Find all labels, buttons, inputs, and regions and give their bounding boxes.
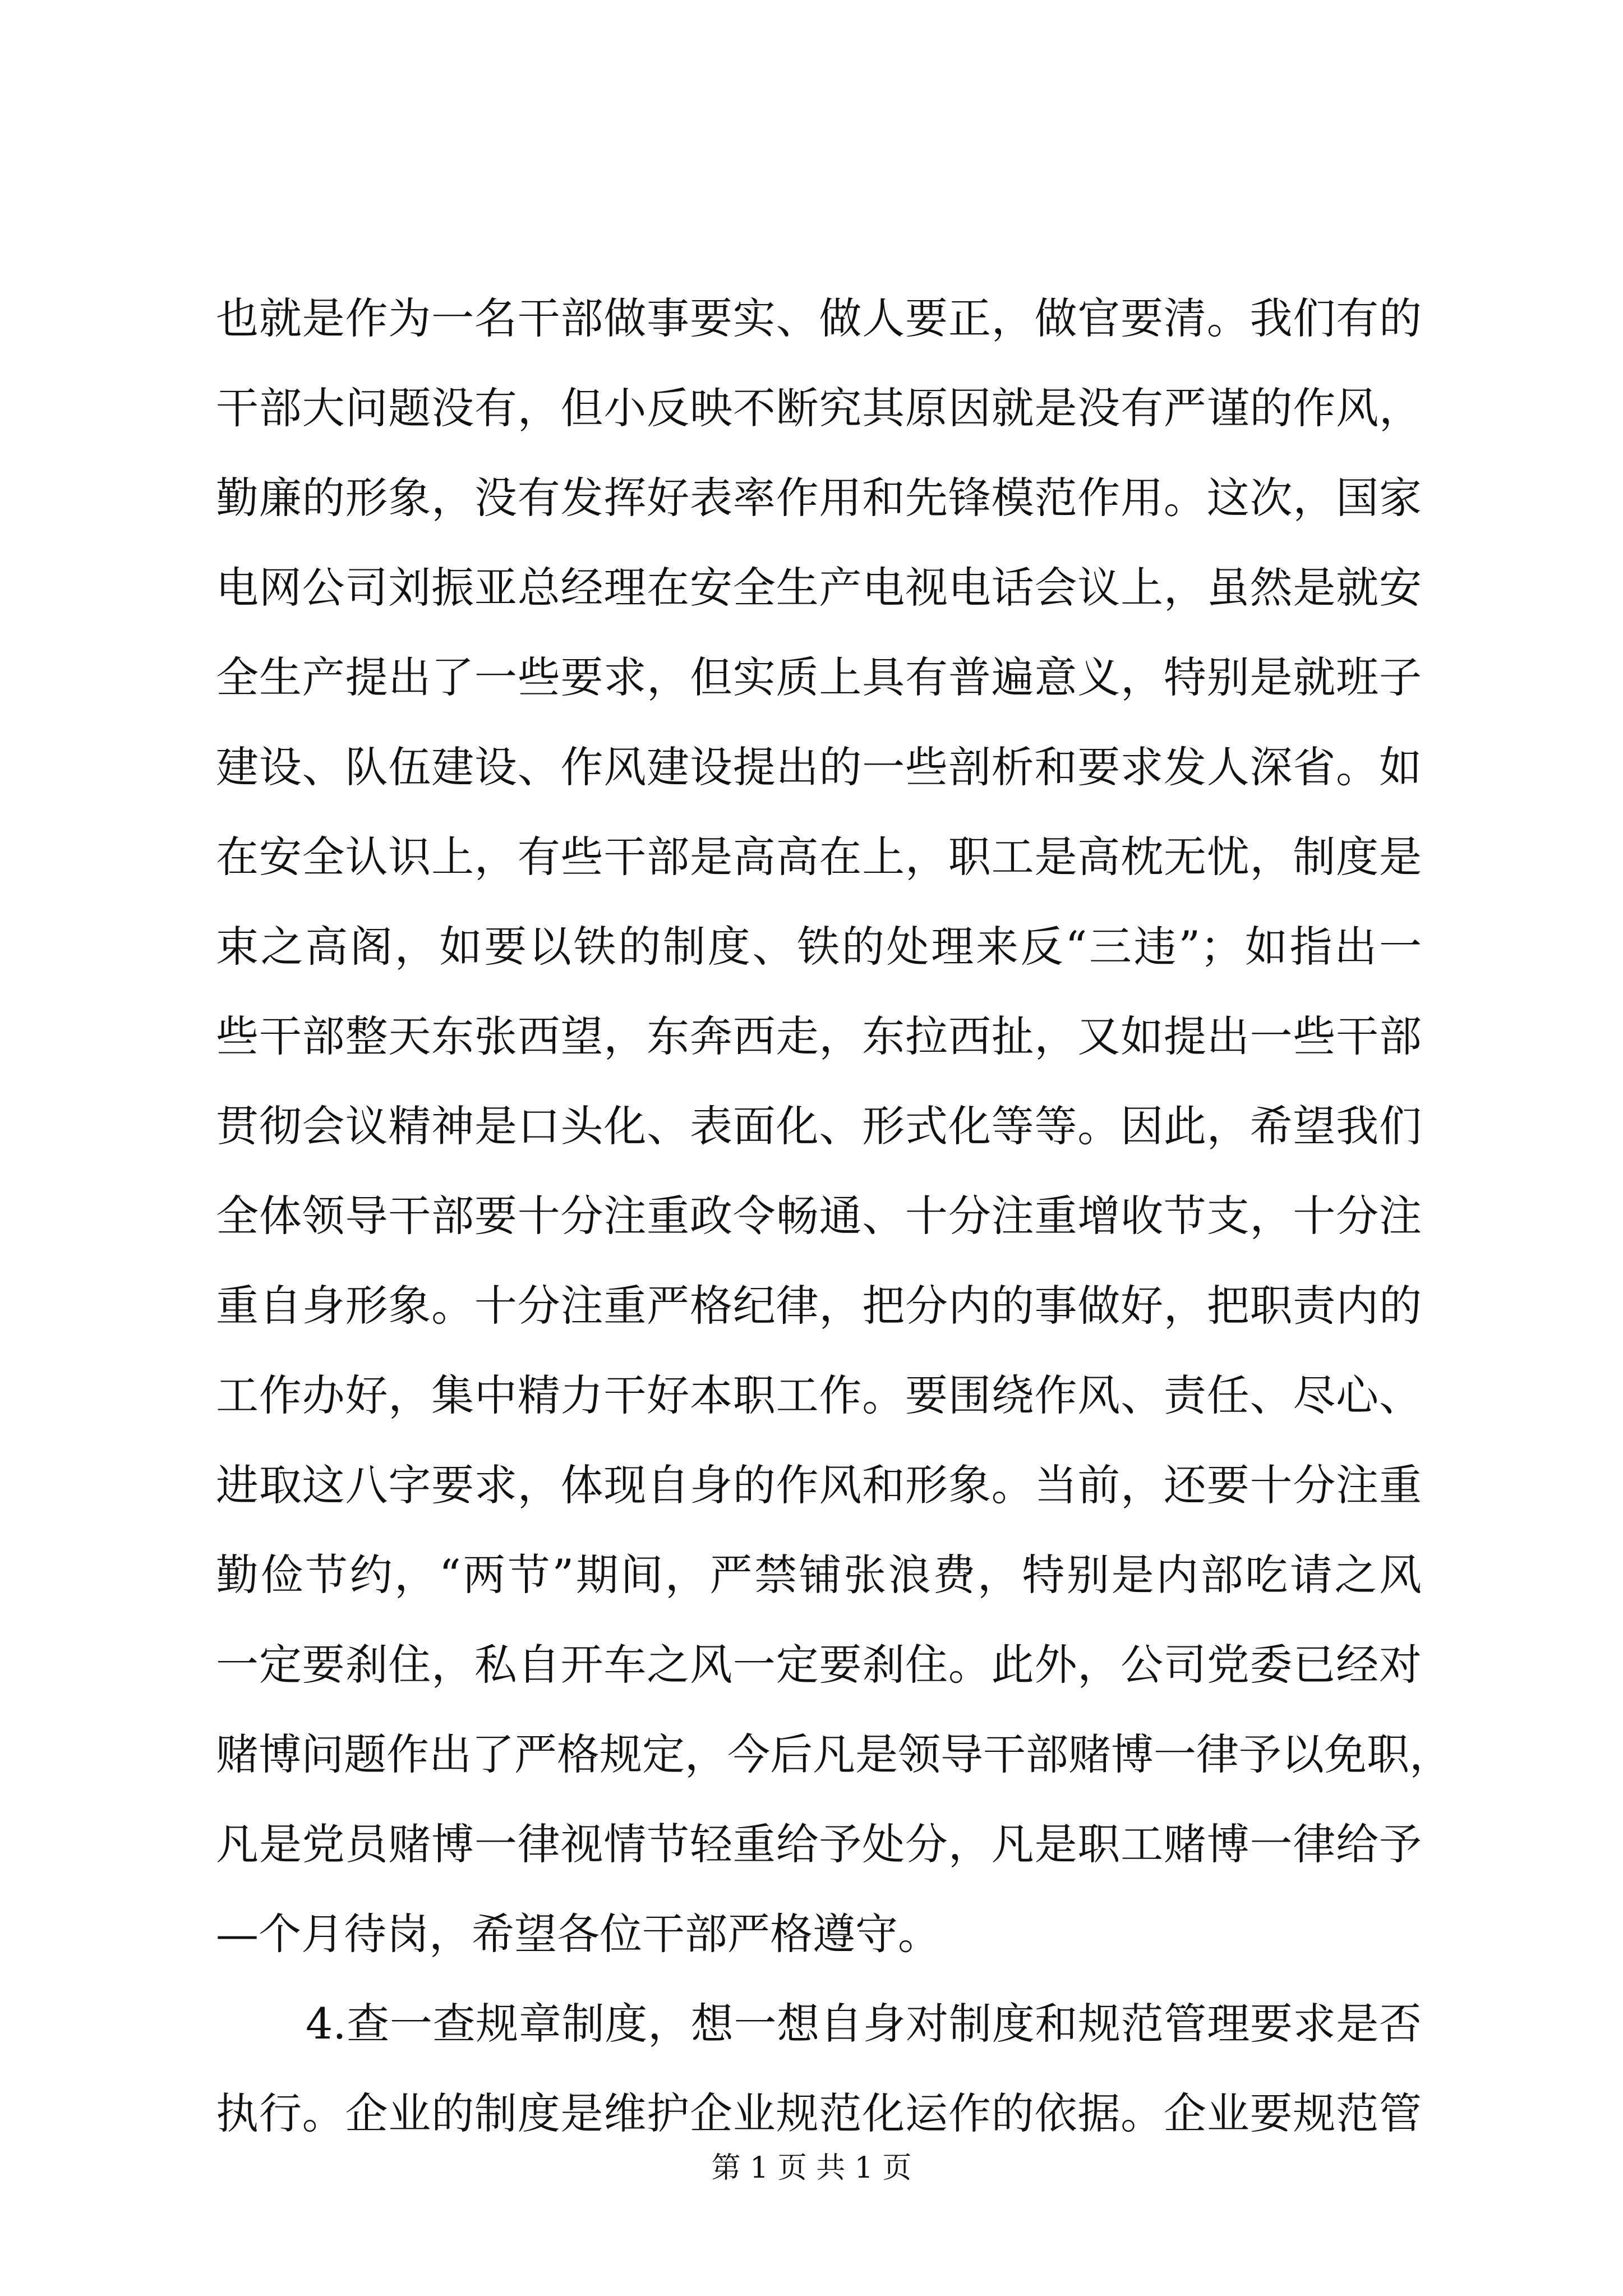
page-number: 第 1 页 共 1 页: [711, 2151, 912, 2185]
text-line: 勤俭节约，“两节”期间，严禁铺张浪费，特别是内部吃请之风: [216, 1550, 1422, 1600]
text-line: 束之高阁，如要以铁的制度、铁的处理来反“三违”；如指出一: [216, 922, 1422, 972]
text-line: 勤廉的形象，没有发挥好表率作用和先锋模范作用。这次，国家: [216, 473, 1422, 523]
text-line: 工作办好，集中精力干好本职工作。要围绕作风、责任、尽心、: [216, 1370, 1422, 1420]
text-line: 电网公司刘振亚总经理在安全生产电视电话会议上，虽然是就安: [216, 563, 1422, 613]
text-line: 在安全认识上，有些干部是高高在上，职工是高枕无忧，制度是: [216, 832, 1422, 882]
section-heading-line: 4.查一查规章制度，想一想自身对制度和规范管理要求是否: [306, 1999, 1422, 2049]
text-line: 也就是作为一名干部做事要实、做人要正，做官要清。我们有的: [216, 293, 1422, 343]
text-line: 全生产提出了一些要求，但实质上具有普遍意义，特别是就班子: [216, 652, 1422, 702]
text-line: 贯彻会议精神是口头化、表面化、形式化等等。因此，希望我们: [216, 1101, 1422, 1151]
text-line: 些干部整天东张西望，东奔西走，东拉西扯，又如提出一些干部: [216, 1011, 1422, 1061]
text-line: 建设、队伍建设、作风建设提出的一些剖析和要求发人深省。如: [216, 742, 1422, 792]
text-line: 一定要刹住，私自开车之风一定要刹住。此外，公司党委已经对: [216, 1640, 1422, 1690]
text-line: 全体领导干部要十分注重政令畅通、十分注重增收节支，十分注: [216, 1191, 1422, 1241]
text-line: 执行。企业的制度是维护企业规范化运作的依据。企业要规范管: [216, 2088, 1422, 2138]
text-line: 重自身形象。十分注重严格纪律，把分内的事做好，把职责内的: [216, 1281, 1422, 1331]
text-line: 凡是党员赌博一律视情节轻重给予处分，凡是职工赌博一律给予: [216, 1819, 1422, 1869]
text-line: 赌博问题作出了严格规定，今后凡是领导干部赌博一律予以免职，: [216, 1729, 1452, 1779]
page-footer: [0, 2148, 1623, 2188]
text-line: —个月待岗，希望各位干部严格遵守。: [216, 1909, 940, 1959]
body-text: [216, 274, 1452, 2159]
text-line: 进取这八字要求，体现自身的作风和形象。当前，还要十分注重: [216, 1460, 1422, 1510]
text-line: 干部大问题没有，但小反映不断究其原因就是没有严谨的作风，: [216, 383, 1422, 433]
